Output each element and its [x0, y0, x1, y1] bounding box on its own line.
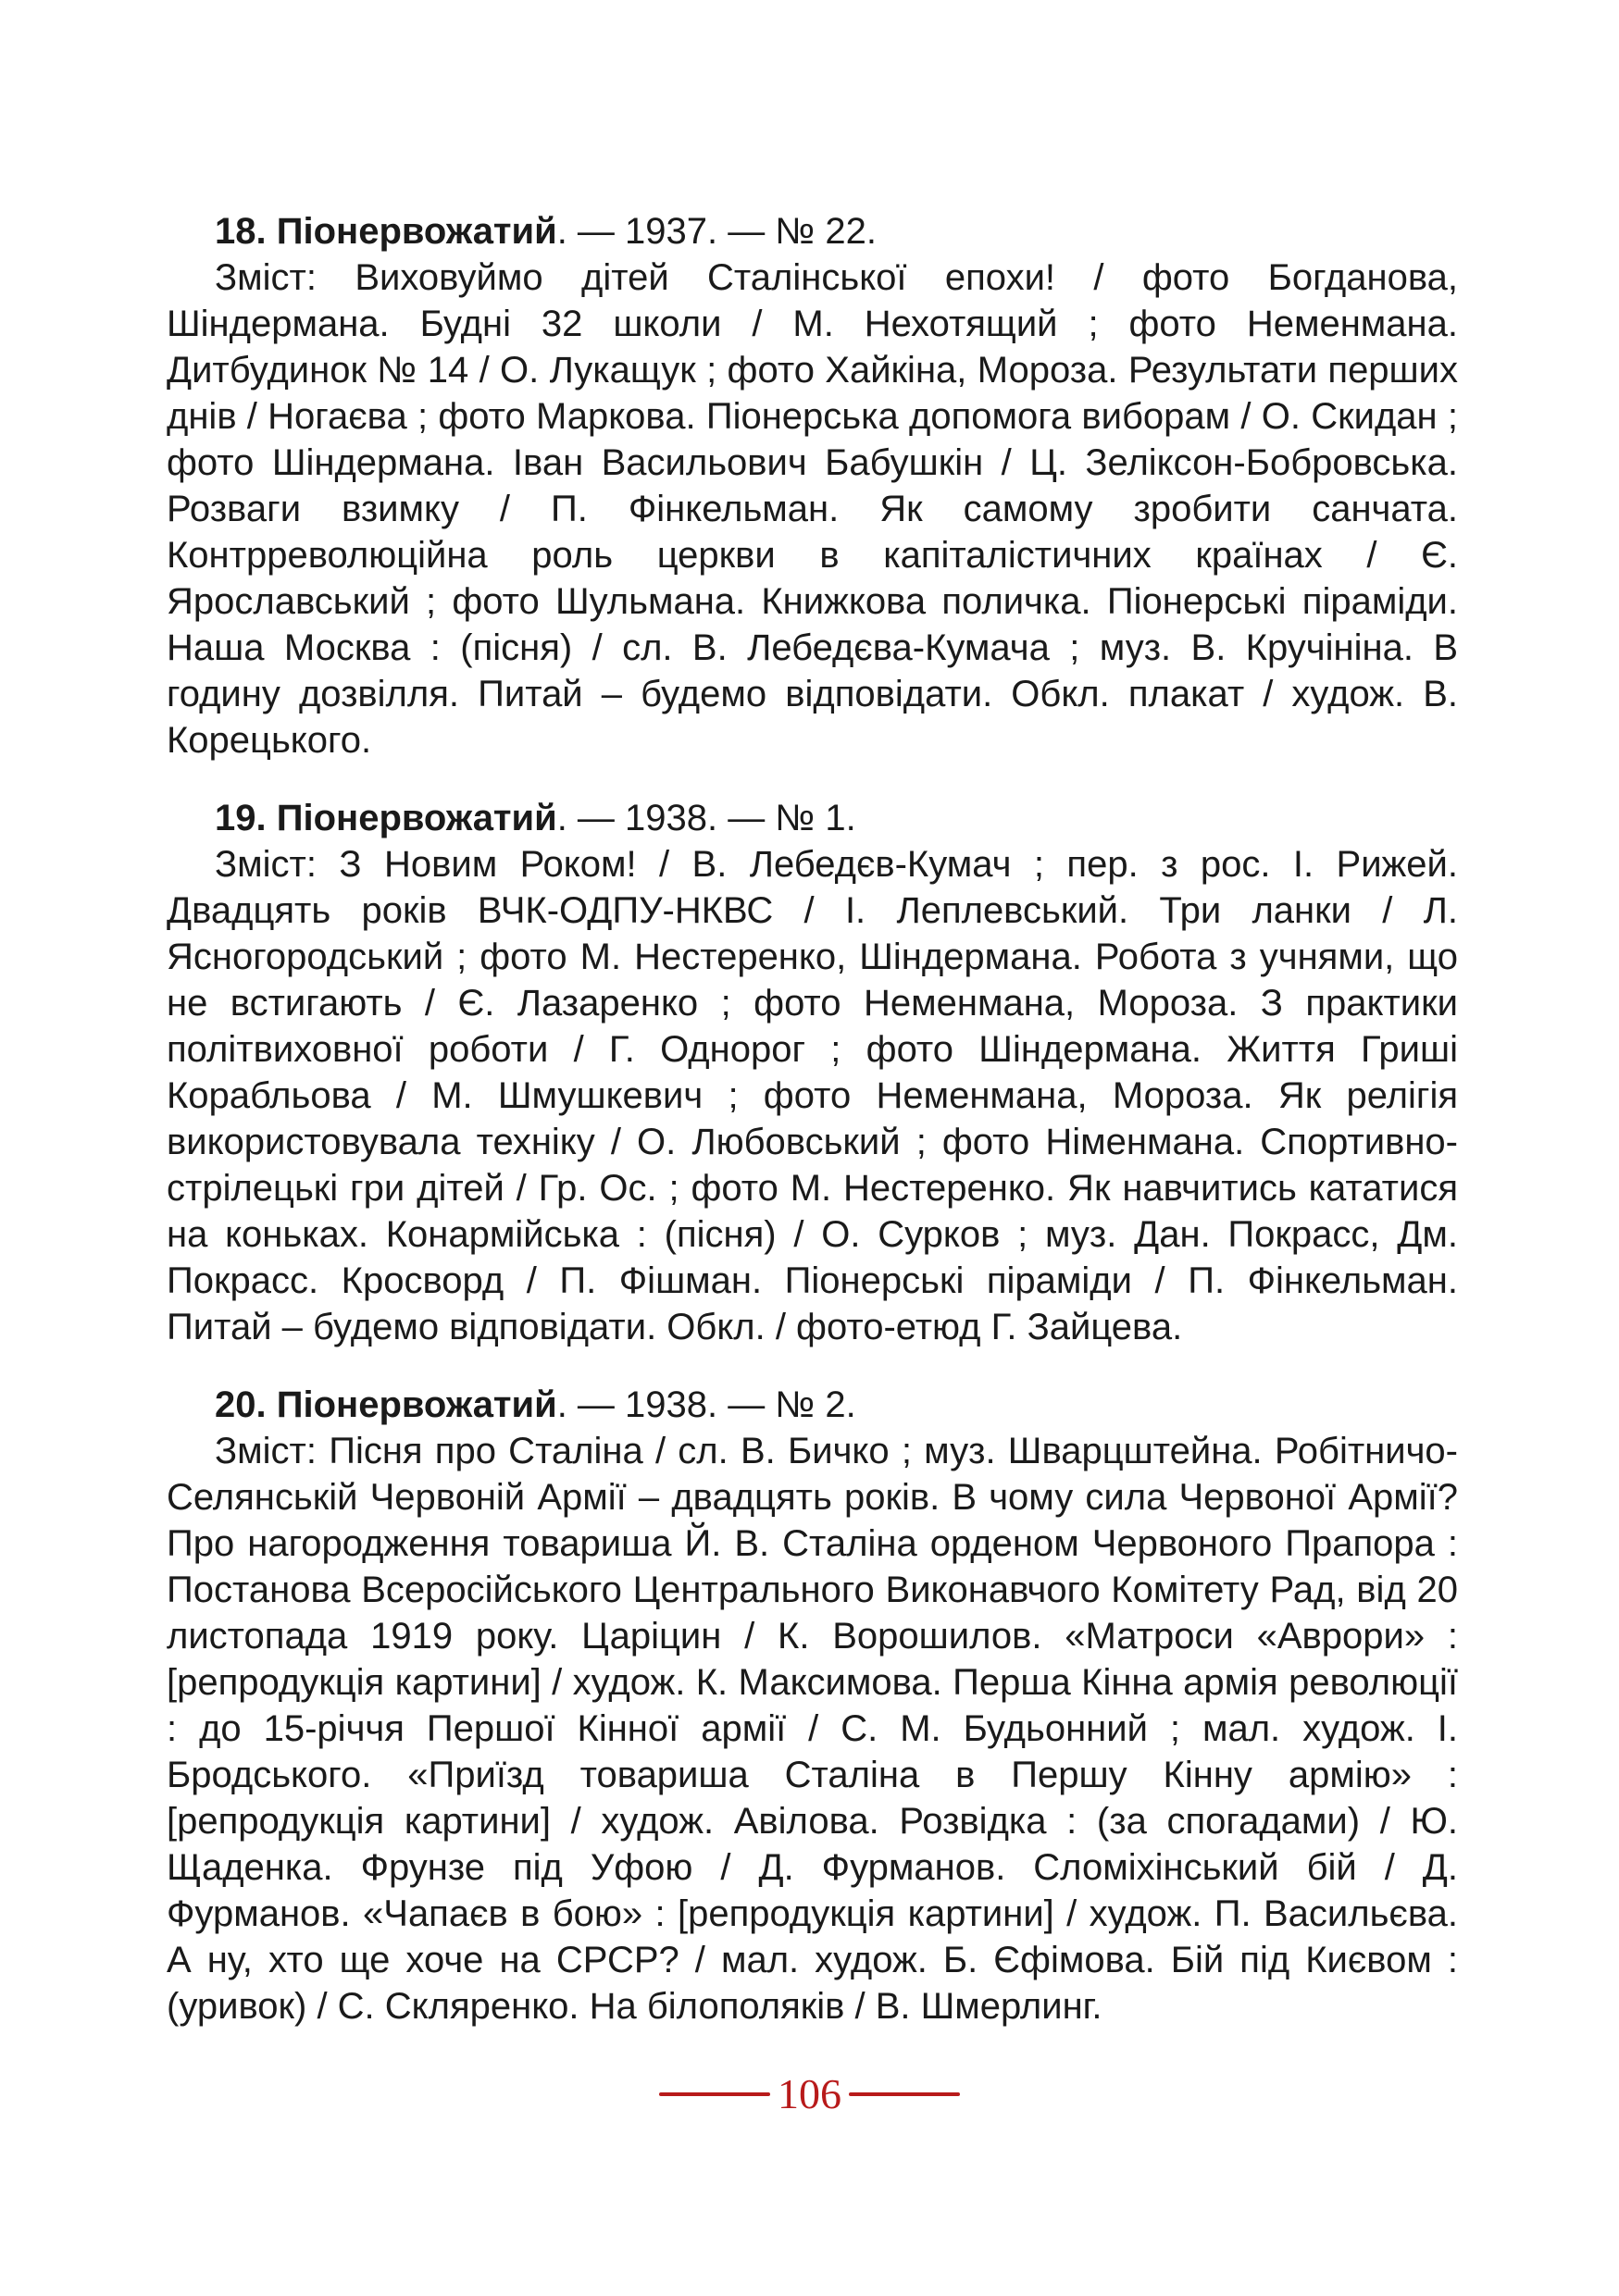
entry-details: . — 1937. — № 22. [556, 211, 877, 252]
entry-heading [167, 208, 1458, 254]
page-number: 106 [778, 2070, 841, 2117]
entry-content: Зміст: З Новим Роком! / В. Лебедєв-Кумач ; пер. з рос. І. Рижей. Двадцять років ВЧК-ОДПУ-НКВС / І. Леплевський. Три ланки / Л. Ясногородський ; фото М. Нестеренко, Шіндермана. Робота з учнями, що не встигають / Є. Лазаренко ; фото Неменмана, Мороза. З практики політвиховної роботи / Г. Однорог ; фото Шіндермана. Життя Гриші Корабльова / М. Шмушкевич ; фото Неменмана, Мороза. Як релігія використовувала техніку / О. Любовський ; фото Німенмана. Спортивно-стрілецькі гри дітей / Гр. Ос. ; фото М. Нестеренко. Як навчитись кататися на коньках. Конармійська : (пісня) / О. Сурков ; муз. Дан. Покрасс, Дм. Покрасс. Кросворд / П. Фішман. Піонерські піраміди / П. Фінкельман. Питай – будемо відповідати. Обкл. / фото-етюд Г. Зайцева. [167, 844, 1458, 1347]
entry-title: Піонервожатий [276, 211, 557, 252]
entry-content: Зміст: Виховуймо дітей Сталінської епохи! / фото Богданова, Шіндермана. Будні 32 школи / М. Нехотящий ; фото Неменмана. Дитбудинок № 14 / О. Лукащук ; фото Хайкіна, Мороза. Результати перших днів / Ногаєва ; фото Маркова. Піонерська допомога виборам / О. Скидан ; фото Шіндермана. Іван Васильович Бабушкін / Ц. Зеліксон-Бобровська. Розваги взимку / П. Фінкельман. Як самому зробити санчата. Контрреволюційна роль церкви в капіталістичних країнах / Є. Ярославський ; фото Шульмана. Книжкова поличка. Піонерські піраміди. Наша Москва : (пісня) / сл. В. Лебедєва-Кумача ; муз. В. Кручініна. В годину дозвілля. Питай – будемо відповідати. Обкл. плакат / худож. В. Корецького. [167, 257, 1458, 761]
entry-heading [167, 795, 1458, 841]
bibliography-entry [167, 208, 1458, 763]
entry-title: Піонервожатий [276, 798, 557, 838]
bibliography-entry [167, 1382, 1458, 2029]
entry-content: Зміст: Пісня про Сталіна / сл. В. Бичко ; муз. Шварцштейна. Робітничо-Селянській Червоній Армії – двадцять років. В чому сила Червоної Армії? Про нагородження товариша Й. В. Сталіна орденом Червоного Прапора : Постанова Всеросійського Центрального Виконавчого Комітету Рад, від 20 листопада 1919 року. Царіцин / К. Ворошилов. «Матроси «Аврори» : [репродукція картини] / худож. К. Максимова. Перша Кінна армія революції : до 15-річчя Першої Кінної армії / С. М. Будьонний ; мал. худож. І. Бродського. «Приїзд товариша Сталіна в Першу Кінну армію» : [репродукція картини] / худож. Авілова. Розвідка : (за спогадами) / Ю. Щаденка. Фрунзе під Уфою / Д. Фурманов. Сломіхінський бій / Д. Фурманов. «Чапаєв в бою» : [репродукція картини] / худож. П. Васильєва. А ну, хто ще хоче на СРСР? / мал. худож. Б. Єфімова. Бій під Києвом : (уривок) / С. Скляренко. На білополяків / В. Шмерлинг. [167, 1431, 1458, 2027]
left-ornament-rule [659, 2092, 770, 2096]
entry-number: 19. [215, 798, 267, 838]
entry-number: 20. [215, 1384, 267, 1425]
entry-details: . — 1938. — № 1. [556, 798, 856, 838]
entry-number: 18. [215, 211, 267, 252]
entry-title: Піонервожатий [276, 1384, 557, 1425]
document-page [167, 208, 1458, 2061]
bibliography-entry [167, 795, 1458, 1350]
entry-details: . — 1938. — № 2. [556, 1384, 856, 1425]
page-footer [0, 2066, 1619, 2122]
right-ornament-rule [849, 2092, 960, 2096]
entry-heading [167, 1382, 1458, 1428]
